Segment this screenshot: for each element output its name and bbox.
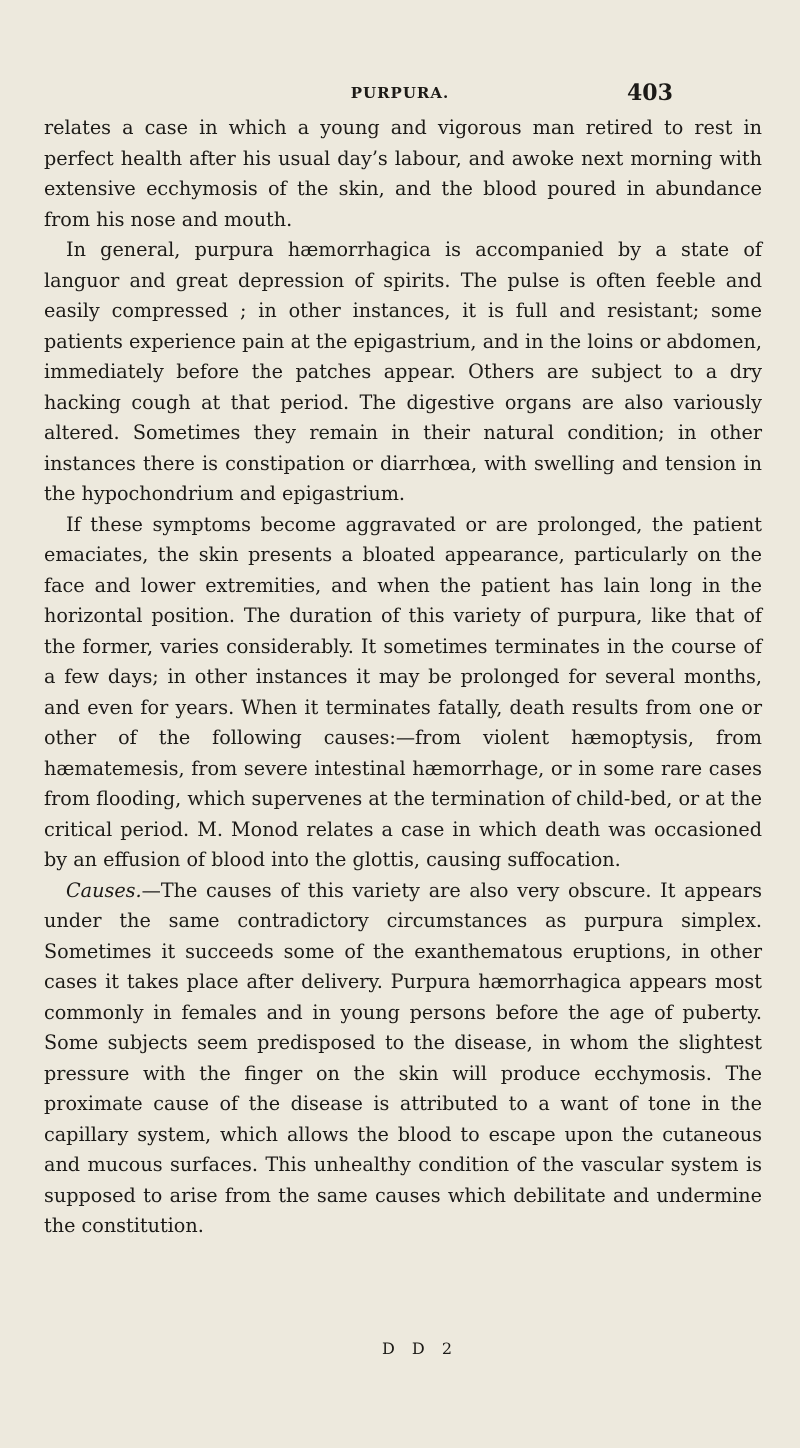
causes-heading: Causes. bbox=[66, 878, 142, 902]
causes-text: —The causes of this variety are also very obscure. It appears under the same contradictory circumstances as purpura simplex. Sometimes it succeeds some of the exanthematous eruptions, in other cases it takes place after delivery. Purpura hæmorrhagica appears most commonly in females and in young persons before the age of puberty. Some subjects seem predisposed to the disease, in whom the slightest pressure with the finger on the skin will produce ecchymosis. The proximate cause of the disease is attributed to a want of tone in the capillary system, which allows the blood to escape upon the cutaneous and mucous surfaces. This unhealthy condition of the vascular system is supposed to arise from the same causes which debilitate and undermine the constitution. bbox=[44, 878, 762, 1237]
paragraph-general-symptoms: In general, purpura hæmorrhagica is accompanied by a state of languor and great depression of spirits. The pulse is often feeble and easily compressed ; in other instances, it is full and resistant; some patients experience pain at the epigastrium, and in the loins or abdomen, immediately before the patches appear. Others are subject to a dry hacking cough at that period. The digestive organs are also variously altered. Sometimes they remain in their natural condition; in other instances there is constipation or diarrhœa, with swelling and tension in the hypochondrium and epigastrium. bbox=[44, 238, 762, 505]
signature-mark: D D 2 bbox=[381, 1339, 458, 1358]
paragraph-causes bbox=[44, 876, 762, 1242]
running-head: PURPURA. bbox=[350, 84, 450, 102]
page-number: 403 bbox=[627, 80, 673, 106]
paragraph-progression: If these symptoms become aggravated or are prolonged, the patient emaciates, the skin presents a bloated appearance, particularly on the face and lower extremities, and when the patient has lain long in the horizontal position. The duration of this variety of purpura, like that of the former, varies considerably. It sometimes terminates in the course of a few days; in other instances it may be prolonged for several months, and even for years. When it terminates fatally, death results from one or other of the following causes:—from violent hæmoptysis, from hæmatemesis, from severe intestinal hæmorrhage, or in some rare cases from flooding, which supervenes at the termination of child-bed, or at the critical period. M. Monod relates a case in which death was occasioned by an effusion of blood into the glottis, causing suffocation. bbox=[44, 512, 762, 871]
body-text bbox=[44, 113, 762, 1242]
paragraph-continuation: relates a case in which a young and vigorous man retired to rest in perfect health after his usual day’s labour, and awoke next morning with extensive ecchymosis of the skin, and the blood poured in abundance from his nose and mouth. bbox=[44, 116, 762, 231]
